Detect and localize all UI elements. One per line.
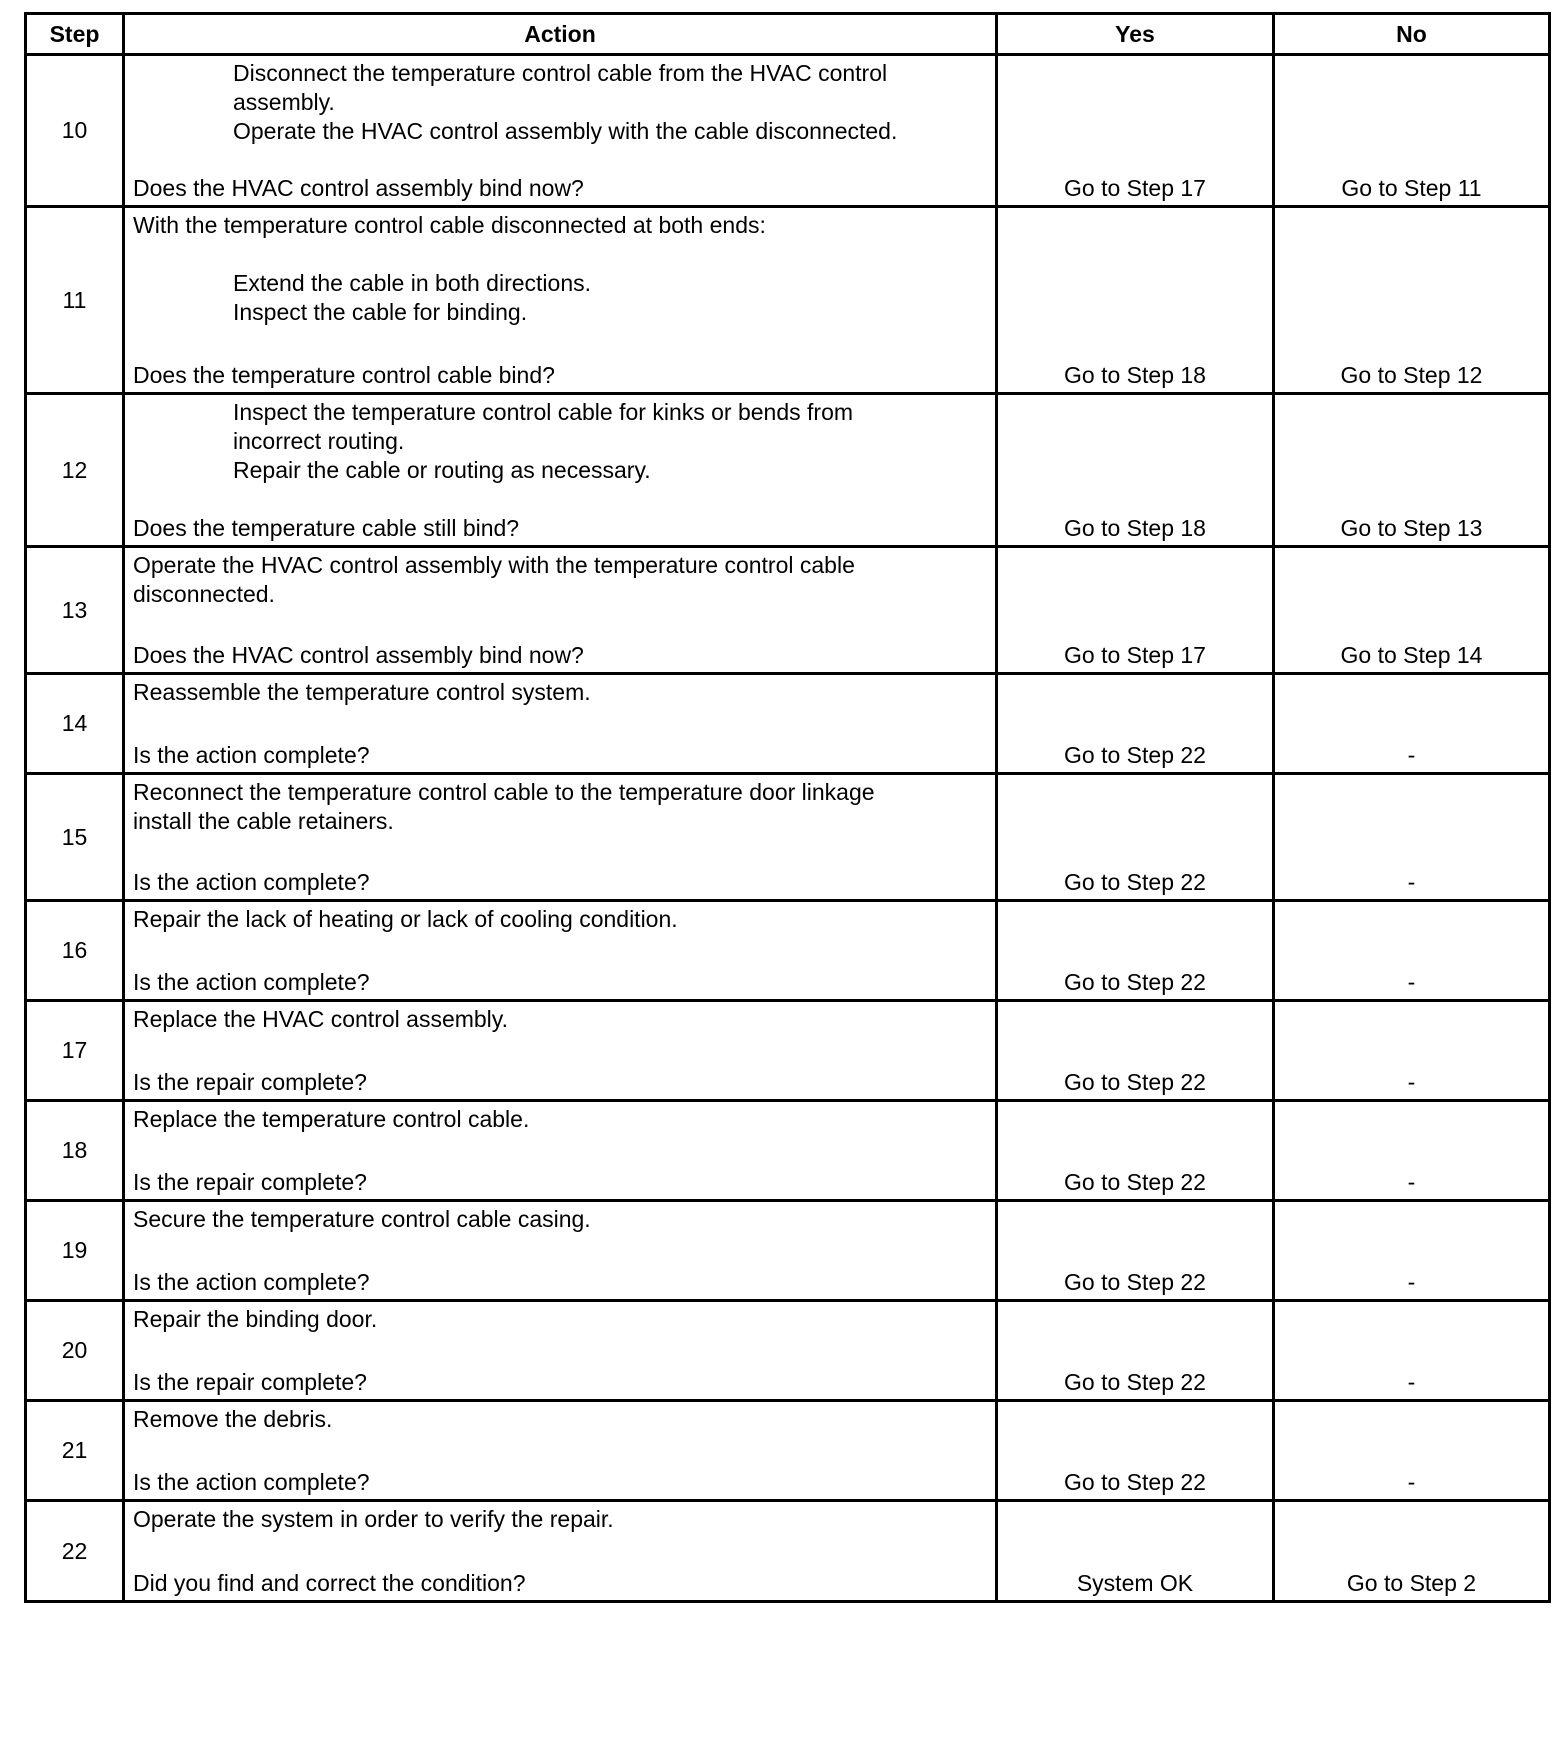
table-row [26, 1301, 1550, 1401]
no-answer: - [1407, 1469, 1416, 1495]
step-number: 18 [26, 1101, 124, 1201]
no-answer: - [1407, 742, 1416, 768]
action-instruction [133, 240, 985, 269]
action-instruction: Replace the HVAC control assembly. [133, 1006, 508, 1032]
header-no: No [1274, 14, 1550, 55]
action-question: Is the action complete? [133, 1469, 370, 1495]
action-instruction: Reconnect the temperature control cable to the temperature door linkage [133, 779, 875, 805]
action-cell [124, 901, 997, 1001]
no-cell [1274, 207, 1550, 394]
yes-answer: Go to Step 17 [1064, 642, 1206, 668]
no-cell [1274, 774, 1550, 901]
no-cell [1274, 674, 1550, 774]
step-number: 22 [26, 1501, 124, 1602]
action-question: Is the action complete? [133, 1269, 370, 1295]
no-answer: - [1407, 1069, 1416, 1095]
no-answer: - [1407, 869, 1416, 895]
yes-cell [997, 774, 1274, 901]
action-instruction: assembly. [233, 89, 335, 115]
action-instruction: incorrect routing. [233, 428, 405, 454]
yes-cell [997, 674, 1274, 774]
yes-cell [997, 1401, 1274, 1501]
action-question: Is the repair complete? [133, 1169, 367, 1195]
header-row [26, 14, 1550, 55]
table-row [26, 901, 1550, 1001]
yes-cell [997, 1501, 1274, 1602]
no-cell [1274, 1201, 1550, 1301]
no-cell [1274, 1301, 1550, 1401]
action-instruction: With the temperature control cable disconnected at both ends: [133, 212, 766, 238]
yes-cell [997, 207, 1274, 394]
table-row [26, 394, 1550, 547]
action-question: Is the action complete? [133, 742, 370, 768]
action-cell [124, 1001, 997, 1101]
yes-answer: Go to Step 22 [1064, 969, 1206, 995]
yes-answer: Go to Step 22 [1064, 869, 1206, 895]
action-instruction: Secure the temperature control cable casing. [133, 1206, 591, 1232]
table-row [26, 547, 1550, 674]
yes-answer: Go to Step 22 [1064, 1069, 1206, 1095]
table-row [26, 1001, 1550, 1101]
action-instruction: Operate the system in order to verify the repair. [133, 1506, 614, 1532]
action-instruction: Repair the binding door. [133, 1306, 378, 1332]
table-row [26, 1501, 1550, 1602]
table-row [26, 207, 1550, 394]
no-cell [1274, 1501, 1550, 1602]
no-cell [1274, 901, 1550, 1001]
table-row [26, 674, 1550, 774]
action-cell [124, 1101, 997, 1201]
step-number: 17 [26, 1001, 124, 1101]
yes-cell [997, 1301, 1274, 1401]
step-number: 10 [26, 55, 124, 207]
action-question: Does the HVAC control assembly bind now? [133, 642, 584, 668]
no-answer: Go to Step 12 [1340, 362, 1483, 388]
step-number: 19 [26, 1201, 124, 1301]
yes-cell [997, 901, 1274, 1001]
yes-answer: Go to Step 22 [1064, 742, 1206, 768]
action-cell [124, 394, 997, 547]
yes-cell [997, 1101, 1274, 1201]
action-cell [124, 674, 997, 774]
table-row [26, 1201, 1550, 1301]
action-instruction: install the cable retainers. [133, 808, 394, 834]
action-question: Did you find and correct the condition? [133, 1570, 526, 1596]
step-number: 14 [26, 674, 124, 774]
action-instruction: Operate the HVAC control assembly with the temperature control cable [133, 552, 855, 578]
action-instruction: Replace the temperature control cable. [133, 1106, 530, 1132]
step-number: 16 [26, 901, 124, 1001]
action-instruction: Disconnect the temperature control cable from the HVAC control [233, 60, 888, 86]
action-instruction: Repair the cable or routing as necessary. [233, 457, 651, 483]
yes-cell [997, 547, 1274, 674]
no-answer: - [1407, 1269, 1416, 1295]
yes-answer: Go to Step 18 [1064, 515, 1206, 541]
action-question: Is the repair complete? [133, 1069, 367, 1095]
no-answer: - [1407, 969, 1416, 995]
yes-cell [997, 1201, 1274, 1301]
no-answer: Go to Step 14 [1340, 642, 1483, 668]
header-action: Action [124, 14, 997, 55]
no-cell [1274, 547, 1550, 674]
no-cell [1274, 394, 1550, 547]
action-question: Does the HVAC control assembly bind now? [133, 175, 584, 201]
header-yes: Yes [997, 14, 1274, 55]
action-cell [124, 1201, 997, 1301]
yes-answer: System OK [1076, 1570, 1194, 1596]
action-cell [124, 774, 997, 901]
yes-cell [997, 55, 1274, 207]
action-cell [124, 1301, 997, 1401]
yes-answer: Go to Step 18 [1064, 362, 1206, 388]
action-cell [124, 547, 997, 674]
yes-answer: Go to Step 22 [1064, 1169, 1206, 1195]
step-number: 21 [26, 1401, 124, 1501]
step-number: 20 [26, 1301, 124, 1401]
no-cell [1274, 55, 1550, 207]
action-instruction: Inspect the cable for binding. [233, 299, 528, 325]
diagnostic-table [24, 12, 1551, 1603]
no-answer: - [1407, 1369, 1416, 1395]
yes-cell [997, 394, 1274, 547]
action-cell [124, 1401, 997, 1501]
action-instruction: Extend the cable in both directions. [233, 270, 592, 296]
yes-answer: Go to Step 17 [1064, 175, 1206, 201]
action-instruction: Operate the HVAC control assembly with the cable disconnected. [233, 118, 898, 144]
action-instruction: Inspect the temperature control cable for kinks or bends from [233, 399, 854, 425]
table-body [26, 55, 1550, 1602]
table-row [26, 1401, 1550, 1501]
no-answer: Go to Step 13 [1340, 515, 1483, 541]
table-row [26, 1101, 1550, 1201]
no-answer: Go to Step 11 [1341, 175, 1482, 201]
table-row [26, 55, 1550, 207]
action-cell [124, 207, 997, 394]
action-cell [124, 55, 997, 207]
no-answer: - [1407, 1169, 1416, 1195]
yes-answer: Go to Step 22 [1064, 1369, 1206, 1395]
action-instruction: Remove the debris. [133, 1406, 333, 1432]
action-question: Does the temperature cable still bind? [133, 515, 520, 541]
action-cell [124, 1501, 997, 1602]
no-answer: Go to Step 2 [1346, 1570, 1477, 1596]
yes-cell [997, 1001, 1274, 1101]
action-instruction: disconnected. [133, 581, 275, 607]
step-number: 12 [26, 394, 124, 547]
yes-answer: Go to Step 22 [1064, 1469, 1206, 1495]
no-cell [1274, 1001, 1550, 1101]
step-number: 13 [26, 547, 124, 674]
step-number: 11 [26, 207, 124, 394]
action-question: Does the temperature control cable bind? [133, 362, 555, 388]
action-instruction: Reassemble the temperature control system. [133, 679, 591, 705]
action-question: Is the action complete? [133, 969, 370, 995]
table-row [26, 774, 1550, 901]
action-question: Is the action complete? [133, 869, 370, 895]
step-number: 15 [26, 774, 124, 901]
yes-answer: Go to Step 22 [1064, 1269, 1206, 1295]
action-instruction: Repair the lack of heating or lack of cooling condition. [133, 906, 678, 932]
action-question: Is the repair complete? [133, 1369, 367, 1395]
no-cell [1274, 1101, 1550, 1201]
no-cell [1274, 1401, 1550, 1501]
header-step: Step [26, 14, 124, 55]
